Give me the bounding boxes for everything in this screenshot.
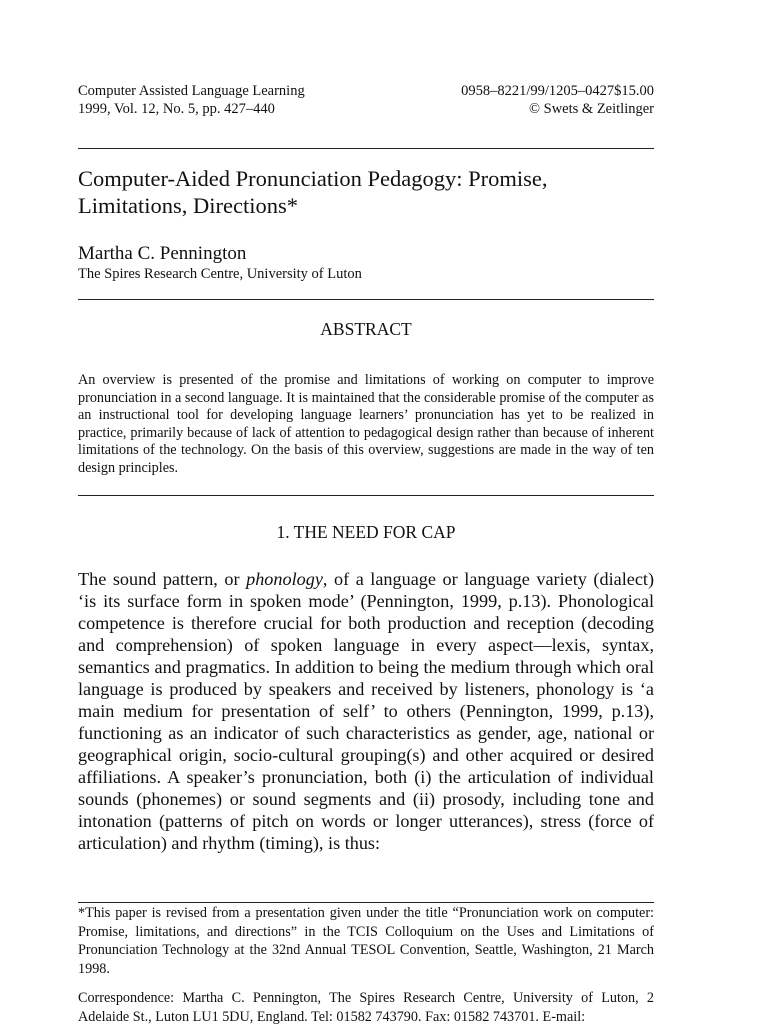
header-divider [78, 148, 654, 149]
journal-name: Computer Assisted Language Learning [78, 83, 305, 99]
correspondence-text: Correspondence: Martha C. Pennington, The Spires Research Centre, University of Luton, 2 Adelaide St., Luton LU1 5DU, England. Tel: 01582 743790. Fax: 01582 743701. E-mail: [78, 990, 654, 1025]
article-title-line-2: Limitations, Directions* [78, 193, 298, 218]
issn-price: 0958–8221/99/1205–0427$15.00 [461, 83, 654, 99]
abstract-heading: ABSTRACT [320, 319, 412, 339]
section-heading: 1. THE NEED FOR CAP [276, 522, 456, 542]
journal-citation [78, 82, 305, 118]
footnote-divider [78, 902, 654, 903]
body-paragraph-italic-term: phonology [246, 569, 323, 589]
publisher: © Swets & Zeitlinger [529, 101, 654, 117]
body-paragraph [78, 568, 654, 854]
author-affiliation: The Spires Research Centre, University of Luton [78, 266, 362, 282]
paper-page [78, 0, 654, 1024]
journal-volume: 1999, Vol. 12, No. 5, pp. 427–440 [78, 101, 275, 117]
article-title [78, 165, 654, 219]
footnote-text: *This paper is revised from a presentation given under the title “Pronunciation work on computer: Promise, limitations, and directions” in the TCIS Colloquium on the Uses and Limitations of Pronunciation Technology at the 32nd Annual TESOL Convention, Seattle, Washington, 21 March 1998. [78, 905, 654, 978]
body-paragraph-rest: , of a language or language variety (dialect) ‘is its surface form in spoken mode’ (Pennington, 1999, p.13). Phonological competence is therefore crucial for both production and reception (decoding and comprehension) of spoken language in every aspect—lexis, syntax, semantics and pragmatics. In addition to being the medium through which oral language is produced by speakers and received by listeners, phonology is ‘a main medium for presentation of self’ to others (Pennington, 1999, p.13), functioning as an indicator of such characteristics as gender, age, national or geographical origin, socio-cultural grouping(s) and other acquired or desired affiliations. A speaker’s pronunciation, both (i) the articulation of individual sounds (phonemes) or sound segments and (ii) prosody, including tone and intonation (patterns of pitch on words or longer utterances), stress (force of articulation) and rhythm (timing), is thus: [78, 569, 655, 853]
body-paragraph-start: The sound pattern, or [78, 569, 247, 589]
abstract-text: An overview is presented of the promise and limitations of working on computer to improve pronunciation in a second language. It is maintained that the considerable promise of the computer as an instructional tool for developing language learners’ pronunciation has yet to be realized in practice, primarily because of lack of attention to pedagogical design rather than because of inherent limitations of the technology. On the basis of this overview, suggestions are made in the way of ten design principles. [78, 372, 654, 476]
abstract-bottom-divider [78, 495, 654, 496]
author-name: Martha C. Pennington [78, 243, 247, 264]
abstract-top-divider [78, 299, 654, 300]
article-title-line-1: Computer-Aided Pronunciation Pedagogy: Promise, [78, 166, 548, 191]
journal-publisher-info [461, 82, 654, 118]
